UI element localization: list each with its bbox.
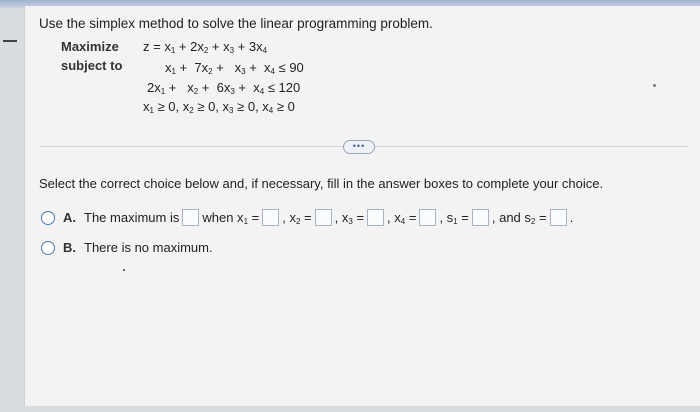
x3-label: , $x_3$ = bbox=[334, 209, 365, 226]
x2-label: , $x_2$ = bbox=[282, 209, 312, 226]
subject-to-label: subject to bbox=[61, 58, 123, 73]
choice-a-radio[interactable] bbox=[41, 211, 55, 225]
question-panel bbox=[24, 6, 700, 406]
choice-a[interactable] bbox=[41, 209, 573, 226]
maximize-label: Maximize bbox=[61, 39, 119, 54]
period: . bbox=[569, 210, 574, 225]
x3-input[interactable] bbox=[367, 209, 384, 226]
s2-input[interactable] bbox=[550, 209, 567, 226]
s1-input[interactable] bbox=[472, 209, 489, 226]
problem-prompt: Use the simplex method to solve the linear programming problem. bbox=[39, 16, 433, 31]
x2-input[interactable] bbox=[315, 209, 332, 226]
choice-a-text: The maximum is bbox=[84, 210, 180, 225]
choice-b-text: There is no maximum. bbox=[84, 240, 213, 255]
collapse-handle[interactable] bbox=[3, 40, 17, 42]
constraint-2: $2x_1 + x_2 + 6x_3 + x_4 \le 120$ bbox=[147, 80, 301, 96]
stray-dot bbox=[653, 84, 656, 87]
choice-b[interactable] bbox=[41, 240, 213, 255]
instructions: Select the correct choice below and, if necessary, fill in the answer boxes to complete your choice. bbox=[39, 176, 604, 191]
choice-b-letter: B. bbox=[63, 240, 76, 255]
choice-b-radio[interactable] bbox=[41, 241, 55, 255]
constraint-1: $x_1 + 7x_2 + x_3 + x_4 \le 90$ bbox=[165, 60, 304, 76]
when-label: when $x_1$ = bbox=[202, 209, 260, 226]
s2-label: , and $s_2$ = bbox=[491, 209, 547, 226]
nonnegativity-constraints: $x_1 \ge 0$, $x_2 \ge 0$, $x_3 \ge 0$, $x_4 \ge 0$ bbox=[143, 99, 295, 115]
s1-label: , $s_1$ = bbox=[439, 209, 469, 226]
more-button[interactable]: ••• bbox=[343, 140, 375, 154]
stray-mark bbox=[123, 269, 125, 271]
x4-input[interactable] bbox=[419, 209, 436, 226]
x4-label: , $x_4$ = bbox=[387, 209, 417, 226]
choice-a-letter: A. bbox=[63, 210, 76, 225]
objective-function: $z = x_1 + 2x_2 + x_3 + 3x_4$ bbox=[143, 39, 268, 55]
x1-input[interactable] bbox=[262, 209, 279, 226]
max-value-input[interactable] bbox=[182, 209, 199, 226]
